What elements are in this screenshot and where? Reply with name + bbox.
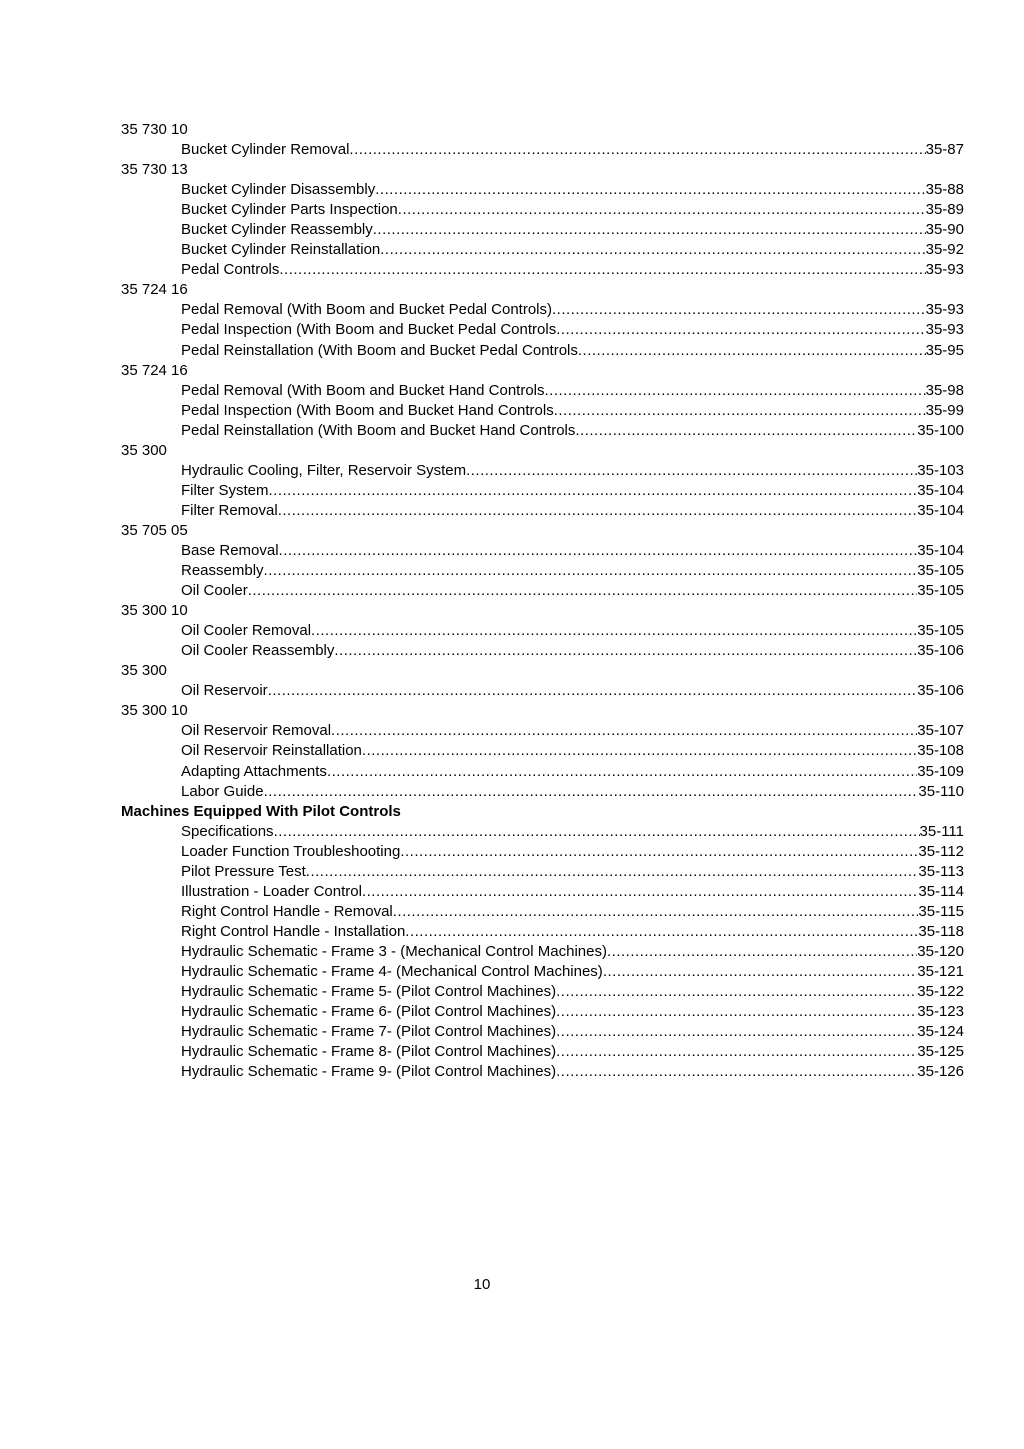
toc-entry-line[interactable] — [121, 300, 964, 320]
section-code-text: 35 724 16 — [121, 361, 188, 379]
toc-entry-line[interactable] — [121, 220, 964, 240]
toc-entry-line[interactable] — [121, 762, 964, 782]
toc-entry-line[interactable] — [121, 681, 964, 701]
toc-entry-page: 35-87 — [925, 141, 964, 159]
toc-entry-page: 35-115 — [918, 902, 964, 920]
toc-entry-line[interactable] — [121, 782, 964, 802]
toc-entry-page: 35-107 — [917, 722, 964, 740]
toc-entry[interactable] — [121, 381, 964, 401]
toc-entry-title: Oil Reservoir — [181, 682, 268, 700]
dot-leader — [278, 501, 918, 521]
section-code-text: 35 730 13 — [121, 161, 188, 179]
toc-entry-page: 35-104 — [917, 541, 964, 559]
dot-leader — [306, 862, 919, 882]
toc-entry-line[interactable] — [121, 1002, 964, 1022]
toc-entry[interactable] — [121, 822, 964, 842]
dot-leader — [334, 641, 917, 661]
toc-entry-line[interactable] — [121, 341, 964, 361]
dot-leader — [248, 581, 918, 601]
dot-leader — [311, 621, 917, 641]
toc-entry[interactable] — [121, 741, 964, 761]
toc-entry-line[interactable] — [121, 481, 964, 501]
toc-entry-title: Pedal Reinstallation (With Boom and Bucket Pedal Controls — [181, 341, 578, 359]
toc-entry[interactable] — [121, 982, 964, 1002]
toc-entry-title: Hydraulic Schematic - Frame 5- (Pilot Control Machines) — [181, 983, 557, 1001]
toc-entry-title: Hydraulic Schematic - Frame 6- (Pilot Control Machines) — [181, 1003, 557, 1021]
toc-entry[interactable] — [121, 501, 964, 521]
toc-entry[interactable] — [121, 461, 964, 481]
toc-entry[interactable] — [121, 942, 964, 962]
toc-section-code — [121, 361, 964, 381]
dot-leader — [556, 320, 925, 340]
toc-entry-page: 35-122 — [917, 983, 964, 1001]
table-of-contents — [121, 120, 964, 1082]
toc-entry-line[interactable] — [121, 721, 964, 741]
dot-leader — [274, 822, 920, 842]
toc-entry-line[interactable] — [121, 561, 964, 581]
toc-entry-title: Right Control Handle - Installation — [181, 922, 406, 940]
toc-entry-line[interactable] — [121, 260, 964, 280]
toc-entry-line[interactable] — [121, 381, 964, 401]
dot-leader — [327, 762, 917, 782]
toc-entry[interactable] — [121, 300, 964, 320]
toc-entry-line[interactable] — [121, 140, 964, 160]
dot-leader — [375, 180, 925, 200]
toc-entry-page: 35-104 — [917, 481, 964, 499]
toc-entry-title: Oil Cooler — [181, 582, 248, 600]
toc-entry-title: Pilot Pressure Test — [181, 862, 306, 880]
toc-entry[interactable] — [121, 180, 964, 200]
dot-leader — [556, 1062, 917, 1082]
toc-section-code — [121, 601, 964, 621]
toc-entry-line[interactable] — [121, 982, 964, 1002]
toc-entry[interactable] — [121, 581, 964, 601]
toc-entry-page: 35-109 — [917, 762, 964, 780]
toc-entry[interactable] — [121, 962, 964, 982]
toc-entry-page: 35-105 — [917, 622, 964, 640]
toc-entry[interactable] — [121, 481, 964, 501]
toc-entry-title: Filter System — [181, 481, 269, 499]
toc-entry-page: 35-118 — [918, 922, 964, 940]
toc-entry-page: 35-98 — [925, 381, 964, 399]
toc-entry-line[interactable] — [121, 641, 964, 661]
toc-entry-line[interactable] — [121, 421, 964, 441]
dot-leader — [264, 782, 919, 802]
toc-entry-page: 35-120 — [917, 942, 964, 960]
toc-entry-page: 35-88 — [925, 181, 964, 199]
toc-entry-line[interactable] — [121, 862, 964, 882]
toc-entry-page: 35-124 — [917, 1023, 964, 1041]
toc-entry-line[interactable] — [121, 1022, 964, 1042]
toc-entry-page: 35-106 — [917, 642, 964, 660]
toc-entry[interactable] — [121, 782, 964, 802]
toc-section-code — [121, 280, 964, 300]
dot-leader — [552, 300, 926, 320]
toc-entry[interactable] — [121, 762, 964, 782]
toc-entry-title: Bucket Cylinder Reinstallation — [181, 241, 381, 259]
page-number: 10 — [473, 1276, 491, 1293]
toc-entry-page: 35-93 — [925, 261, 964, 279]
dot-leader — [545, 381, 926, 401]
dot-leader — [405, 922, 918, 942]
dot-leader — [279, 541, 918, 561]
dot-leader — [607, 942, 917, 962]
toc-entry-page: 35-113 — [918, 862, 964, 880]
dot-leader — [398, 200, 926, 220]
toc-entry-line[interactable] — [121, 200, 964, 220]
toc-entry[interactable] — [121, 1042, 964, 1062]
toc-entry-page: 35-99 — [925, 401, 964, 419]
toc-entry-page: 35-104 — [917, 501, 964, 519]
toc-entry-page: 35-89 — [925, 201, 964, 219]
toc-entry-title: Bucket Cylinder Removal — [181, 141, 350, 159]
toc-entry-page: 35-93 — [925, 301, 964, 319]
toc-entry-title: Pedal Removal (With Boom and Bucket Pedal Controls) — [181, 301, 553, 319]
toc-entry-line[interactable] — [121, 741, 964, 761]
dot-leader — [556, 1042, 917, 1062]
dot-leader — [400, 842, 918, 862]
toc-entry-page: 35-105 — [917, 562, 964, 580]
toc-entry[interactable] — [121, 541, 964, 561]
dot-leader — [556, 982, 917, 1002]
toc-section-code — [121, 120, 964, 140]
toc-entry-title: Loader Function Troubleshooting — [181, 842, 401, 860]
dot-leader — [575, 421, 917, 441]
toc-entry-title: Adapting Attachments — [181, 762, 327, 780]
section-code-text: 35 705 05 — [121, 521, 188, 539]
toc-entry-page: 35-92 — [925, 241, 964, 259]
toc-section-code — [121, 521, 964, 541]
toc-entry-title: Labor Guide — [181, 782, 264, 800]
dot-leader — [393, 902, 919, 922]
toc-entry-title: Oil Reservoir Reinstallation — [181, 742, 362, 760]
toc-section-code — [121, 160, 964, 180]
toc-entry[interactable] — [121, 220, 964, 240]
toc-entry[interactable] — [121, 862, 964, 882]
toc-entry-title: Specifications — [181, 822, 274, 840]
toc-entry-line[interactable] — [121, 320, 964, 340]
toc-entry[interactable] — [121, 681, 964, 701]
toc-entry-line[interactable] — [121, 842, 964, 862]
toc-entry-title: Hydraulic Schematic - Frame 7- (Pilot Control Machines) — [181, 1023, 557, 1041]
toc-entry-title: Pedal Removal (With Boom and Bucket Hand Controls — [181, 381, 545, 399]
toc-entry[interactable] — [121, 260, 964, 280]
dot-leader — [603, 962, 917, 982]
dot-leader — [466, 461, 917, 481]
dot-leader — [554, 401, 926, 421]
dot-leader — [349, 140, 925, 160]
toc-entry-title: Oil Cooler Removal — [181, 622, 312, 640]
toc-entry-line[interactable] — [121, 822, 964, 842]
toc-entry-line[interactable] — [121, 1062, 964, 1082]
toc-entry-title: Right Control Handle - Removal — [181, 902, 393, 920]
toc-entry-line[interactable] — [121, 180, 964, 200]
toc-entry[interactable] — [121, 922, 964, 942]
toc-entry[interactable] — [121, 341, 964, 361]
dot-leader — [331, 721, 917, 741]
toc-entry-page: 35-121 — [917, 962, 964, 980]
toc-entry-title: Hydraulic Schematic - Frame 4- (Mechanical Control Machines) — [181, 962, 603, 980]
toc-entry-line[interactable] — [121, 501, 964, 521]
section-code-text: 35 300 — [121, 662, 167, 680]
toc-entry-page: 35-93 — [925, 321, 964, 339]
toc-entry-line[interactable] — [121, 942, 964, 962]
toc-entry[interactable] — [121, 1002, 964, 1022]
toc-entry-title: Hydraulic Cooling, Filter, Reservoir System — [181, 461, 467, 479]
toc-entry-page: 35-90 — [925, 221, 964, 239]
toc-entry-page: 35-125 — [917, 1043, 964, 1061]
toc-entry-title: Oil Cooler Reassembly — [181, 642, 335, 660]
toc-entry[interactable] — [121, 641, 964, 661]
toc-entry[interactable] — [121, 320, 964, 340]
toc-entry-line[interactable] — [121, 461, 964, 481]
dot-leader — [264, 561, 918, 581]
toc-entry[interactable] — [121, 200, 964, 220]
toc-entry-title: Pedal Reinstallation (With Boom and Bucket Hand Controls — [181, 421, 576, 439]
toc-entry[interactable] — [121, 621, 964, 641]
toc-entry[interactable] — [121, 421, 964, 441]
toc-entry[interactable] — [121, 240, 964, 260]
toc-entry-title: Oil Reservoir Removal — [181, 722, 332, 740]
toc-section-code — [121, 661, 964, 681]
section-code-text: 35 724 16 — [121, 281, 188, 299]
section-code-text: 35 300 — [121, 441, 167, 459]
toc-entry[interactable] — [121, 140, 964, 160]
toc-entry[interactable] — [121, 721, 964, 741]
toc-entry-page: 35-114 — [918, 882, 964, 900]
section-code-text: 35 300 10 — [121, 602, 188, 620]
toc-entry-line[interactable] — [121, 240, 964, 260]
dot-leader — [362, 741, 917, 761]
toc-entry-line[interactable] — [121, 962, 964, 982]
toc-entry-title: Bucket Cylinder Parts Inspection — [181, 201, 398, 219]
toc-entry-title: Bucket Cylinder Reassembly — [181, 221, 373, 239]
toc-entry-title: Pedal Inspection (With Boom and Bucket Hand Controls — [181, 401, 554, 419]
toc-entry[interactable] — [121, 842, 964, 862]
toc-section-code — [121, 441, 964, 461]
toc-entry-title: Bucket Cylinder Disassembly — [181, 181, 376, 199]
toc-entry[interactable] — [121, 1062, 964, 1082]
toc-entry-page: 35-105 — [917, 582, 964, 600]
toc-entry-line[interactable] — [121, 541, 964, 561]
toc-entry[interactable] — [121, 401, 964, 421]
dot-leader — [556, 1022, 917, 1042]
toc-entry[interactable] — [121, 561, 964, 581]
section-code-text: 35 300 10 — [121, 702, 188, 720]
toc-entry-title: Reassembly — [181, 562, 264, 580]
toc-entry-title: Hydraulic Schematic - Frame 3 - (Mechanical Control Machines) — [181, 942, 607, 960]
dot-leader — [556, 1002, 917, 1022]
section-code-text: 35 730 10 — [121, 121, 188, 138]
toc-entry-page: 35-112 — [918, 842, 964, 860]
toc-entry[interactable] — [121, 882, 964, 902]
toc-entry-line[interactable] — [121, 401, 964, 421]
dot-leader — [279, 260, 925, 280]
toc-entry-line[interactable] — [121, 1042, 964, 1062]
toc-entry-title: Filter Removal — [181, 501, 278, 519]
toc-entry[interactable] — [121, 902, 964, 922]
dot-leader — [578, 341, 926, 361]
dot-leader — [268, 681, 918, 701]
dot-leader — [380, 240, 925, 260]
section-heading-text: Machines Equipped With Pilot Controls — [121, 802, 401, 820]
toc-entry-page: 35-106 — [917, 682, 964, 700]
toc-entry-line[interactable] — [121, 922, 964, 942]
toc-entry-title: Pedal Inspection (With Boom and Bucket Pedal Controls — [181, 321, 557, 339]
toc-entry-page: 35-103 — [917, 461, 964, 479]
toc-entry-title: Base Removal — [181, 541, 279, 559]
toc-entry-line[interactable] — [121, 882, 964, 902]
toc-entry-page: 35-110 — [918, 782, 964, 800]
toc-entry-title: Hydraulic Schematic - Frame 8- (Pilot Control Machines) — [181, 1043, 557, 1061]
dot-leader — [362, 882, 918, 902]
toc-section-code — [121, 701, 964, 721]
toc-section-heading — [121, 802, 964, 822]
toc-entry-page: 35-111 — [919, 822, 964, 840]
dot-leader — [269, 481, 918, 501]
toc-entry-line[interactable] — [121, 621, 964, 641]
toc-entry-title: Hydraulic Schematic - Frame 9- (Pilot Control Machines) — [181, 1063, 557, 1081]
toc-entry-page: 35-108 — [917, 742, 964, 760]
toc-entry-page: 35-123 — [917, 1003, 964, 1021]
toc-entry-line[interactable] — [121, 902, 964, 922]
toc-entry-title: Illustration - Loader Control — [181, 882, 362, 900]
toc-entry-page: 35-100 — [917, 421, 964, 439]
toc-entry-page: 35-126 — [917, 1063, 964, 1081]
toc-entry-page: 35-95 — [925, 341, 964, 359]
toc-entry-title: Pedal Controls — [181, 261, 280, 279]
toc-entry[interactable] — [121, 1022, 964, 1042]
dot-leader — [373, 220, 926, 240]
toc-entry-line[interactable] — [121, 581, 964, 601]
